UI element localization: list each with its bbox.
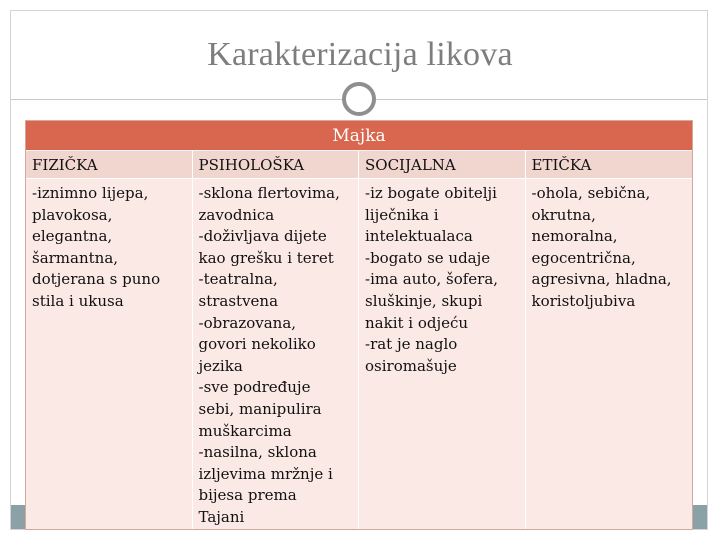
table-row xyxy=(26,179,692,530)
character-table xyxy=(25,120,693,530)
header-psiholoska: PSIHOLOŠKA xyxy=(193,151,360,178)
header-socijalna: SOCIJALNA xyxy=(359,151,526,178)
cell-eticka: -ohola, sebična, okrutna, nemoralna, egocentrična, agresivna, hladna, koristoljubiva xyxy=(531,184,672,310)
table-header-row xyxy=(26,151,692,179)
cell-fizicka: -iznimno lijepa, plavokosa, elegantna, šarmantna, dotjerana s puno stila i ukusa xyxy=(26,179,193,530)
header-eticka: ETIČKA xyxy=(531,156,592,174)
table-title: Majka xyxy=(26,121,692,151)
cell-psiholoska: -sklona flertovima, zavodnica -doživljava dijete kao grešku i teret -teatralna, strastvena -obrazovana, govori nekoliko jezika -sve podređuje sebi, manipulira muškarcima -nasilna, sklona izljevima mržnje i bijesa prema Tajani xyxy=(193,179,360,530)
header-fizicka: FIZIČKA xyxy=(26,151,193,178)
circle-ornament-icon xyxy=(342,82,376,116)
cell-socijalna: -iz bogate obitelji liječnika i intelektualaca -bogato se udaje -ima auto, šofera, sluškinje, skupi nakit i odjeću -rat je naglo osiromašuje xyxy=(359,179,526,530)
slide-title: Karakterizacija likova xyxy=(207,36,513,73)
